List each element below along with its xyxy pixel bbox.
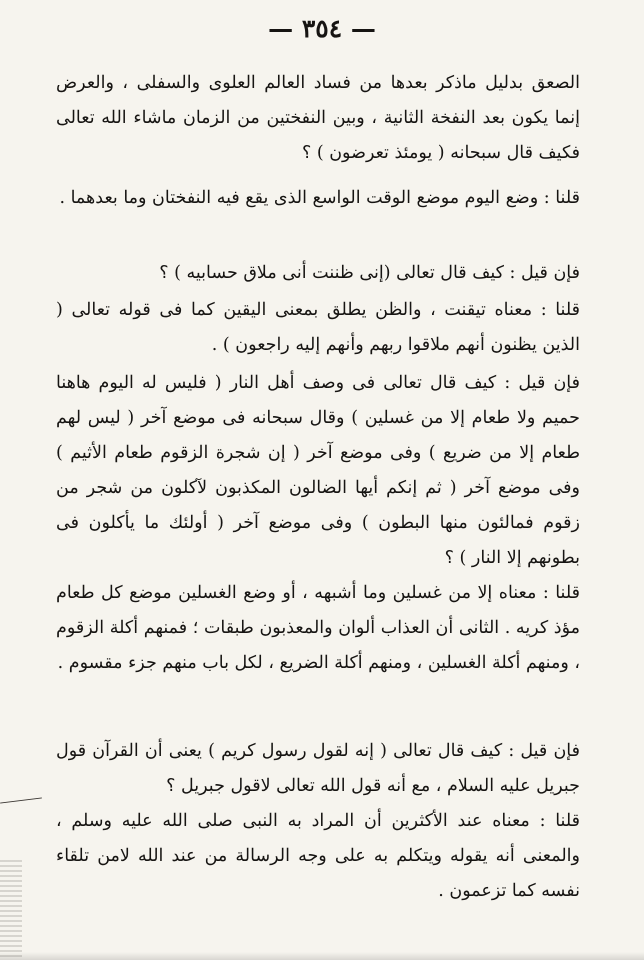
scan-edge-speckle — [0, 860, 22, 960]
margin-ink-mark — [0, 797, 42, 803]
page-number: — ٣٥٤ — — [268, 14, 376, 43]
paragraph-question-2: فإن قيل : كيف قال تعالى (إنى ظننت أنى ملاق حسابيه ) ؟ — [159, 263, 580, 283]
scan-bottom-shadow — [0, 952, 644, 960]
paragraph-question-3: فإن قيل : كيف قال تعالى فى وصف أهل النار ( فليس له اليوم هاهنا حميم ولا طعام إلا من غسلين ) وقال سبحانه فى موضع آخر ( ليس لهم طعام إلا من ضريع ) وفى موضع آخر ( إن شجرة الزقوم طعام الأثيم ) وفى موضع آخر ( ثم إنكم أيها الضالون المكذبون لآكلون من شجر من زقوم فمالئون منها البطون ) وفى موضع آخر ( أولئك ما يأكلون فى بطونهم إلا النار ) ؟ — [56, 373, 580, 568]
paragraph-answer-1: قلنا : وضع اليوم موضع الوقت الواسع الذى يقع فيه النفختان وما بعدهما . — [59, 188, 580, 208]
paragraph-question-4: فإن قيل : كيف قال تعالى ( إنه لقول رسول كريم ) يعنى أن القرآن قول جبريل عليه السلام ، مع أنه قول الله تعالى لاقول جبريل ؟ — [56, 741, 580, 796]
paragraph-context: الصعق بدليل ماذكر بعدها من فساد العالم العلوى والسفلى ، والعرض إنما يكون بعد النفخة الثانية ، وبين النفختين من الزمان ماشاء الله تعالى فكيف قال سبحانه ( يومئذ تعرضون ) ؟ — [56, 73, 580, 163]
paragraph-answer-4: قلنا : معناه عند الأكثرين أن المراد به النبى صلى الله عليه وسلم ، والمعنى أنه يقوله ويتكلم به على وجه الرسالة من عند الله لامن تلقاء نفسه كما تزعمون . — [56, 811, 580, 901]
paragraph-answer-2: قلنا : معناه تيقنت ، والظن يطلق بمعنى اليقين كما فى قوله تعالى ( الذين يظنون أنهم ملاقوا ربهم وأنهم إليه راجعون ) . — [56, 300, 580, 355]
paragraph-answer-3: قلنا : معناه إلا من غسلين وما أشبهه ، أو وضع الغسلين موضع كل طعام مؤذ كريه . الثانى أن العذاب ألوان والمعذبون طبقات ؛ فمنهم أكلة الزقوم ، ومنهم أكلة الغسلين ، ومنهم أكلة الضريع ، لكل باب منهم جزء مقسوم . — [56, 583, 580, 673]
